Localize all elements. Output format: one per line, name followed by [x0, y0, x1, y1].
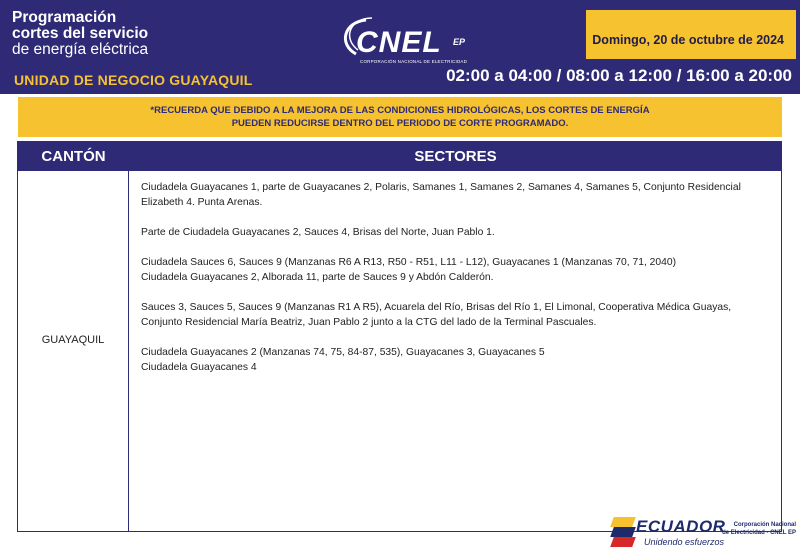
sector-line: Sauces 3, Sauces 5, Sauces 9 (Manzanas R1 A R5), Acuarela del Río, Brisas del Río 1, El Limonal, Cooperativa Médica Guayas, Conjunto Residencial María Beatriz, Juan Pablo 2 junto a la CTG del lado de la Terminal Pascuales.: [141, 302, 732, 328]
header-banner: [0, 0, 800, 94]
canton-cell: GUAYAQUIL: [41, 334, 105, 346]
title-line-3: de energía eléctrica: [12, 41, 149, 58]
ecuador-footer-logo: [612, 515, 798, 553]
sector-line: Ciudadela Sauces 6, Sauces 9 (Manzanas R6 A R13, R50 - R51, L11 - L12), Guayacanes 1 (Manzanas 70, 71, 2040): [141, 257, 676, 268]
logo-wordmark: CNEL: [356, 26, 442, 59]
date-box: [586, 10, 796, 59]
business-unit-label: UNIDAD DE NEGOCIO GUAYAQUIL: [14, 72, 253, 88]
column-divider: [128, 142, 129, 531]
corporation-name: [716, 521, 796, 537]
ecuador-wordmark: ECUADOR: [636, 517, 726, 536]
ecuador-slogan: Unidendo esfuerzos: [644, 537, 725, 547]
sector-line: Ciudadela Guayacanes 4: [141, 362, 257, 373]
sector-group-3: [141, 255, 773, 285]
sector-group-2: [141, 225, 773, 240]
cnel-logo: [336, 14, 476, 64]
schedule-times: 02:00 a 04:00 / 08:00 a 12:00 / 16:00 a 20:00: [446, 66, 792, 85]
logo-ep: EP: [453, 37, 466, 47]
header-canton: CANTÓN: [41, 148, 106, 165]
date-label: Domingo, 20 de octubre de 2024: [592, 33, 784, 47]
sector-group-4: [141, 300, 773, 330]
header-sectores: SECTORES: [414, 148, 497, 165]
ecuador-flag-icon: [612, 517, 634, 547]
corp-line-1: Corporación Nacional: [733, 522, 796, 528]
notice-line-1: *RECUERDA QUE DEBIDO A LA MEJORA DE LAS CONDICIONES HIDROLÓGICAS, LOS CORTES DE ENERGÍA: [150, 105, 650, 116]
sector-line: Ciudadela Guayacanes 1, parte de Guayacanes 2, Polaris, Samanes 1, Samanes 2, Samanes 4, Samanes 5, Conjunto Residencial Elizabeth 4. Punta Arenas.: [141, 182, 741, 208]
table-header: [18, 142, 781, 171]
notice-line-2: PUEDEN REDUCIRSE DENTRO DEL PERIODO DE CORTE PROGRAMADO.: [231, 118, 569, 129]
sector-line: Ciudadela Guayacanes 2 (Manzanas 74, 75, 84-87, 535), Guayacanes 3, Guayacanes 5: [141, 347, 545, 358]
logo-subtitle: CORPORACIÓN NACIONAL DE ELECTRICIDAD: [360, 59, 468, 64]
notice-banner: [18, 97, 782, 137]
sectores-cell: [141, 180, 773, 390]
sector-line: Ciudadela Guayacanes 2, Alborada 11, parte de Sauces 9 y Abdón Calderón.: [141, 272, 494, 283]
title-line-1: Programación: [12, 9, 117, 26]
page-title: [12, 10, 148, 58]
sector-group-1: [141, 180, 773, 210]
corp-line-2: de Electricidad - CNEL EP: [722, 530, 796, 536]
title-line-2: cortes del servicio: [12, 25, 149, 42]
sector-group-5: [141, 345, 773, 375]
schedule-table: [17, 141, 782, 532]
sector-line: Parte de Ciudadela Guayacanes 2, Sauces 4, Brisas del Norte, Juan Pablo 1.: [141, 227, 495, 238]
